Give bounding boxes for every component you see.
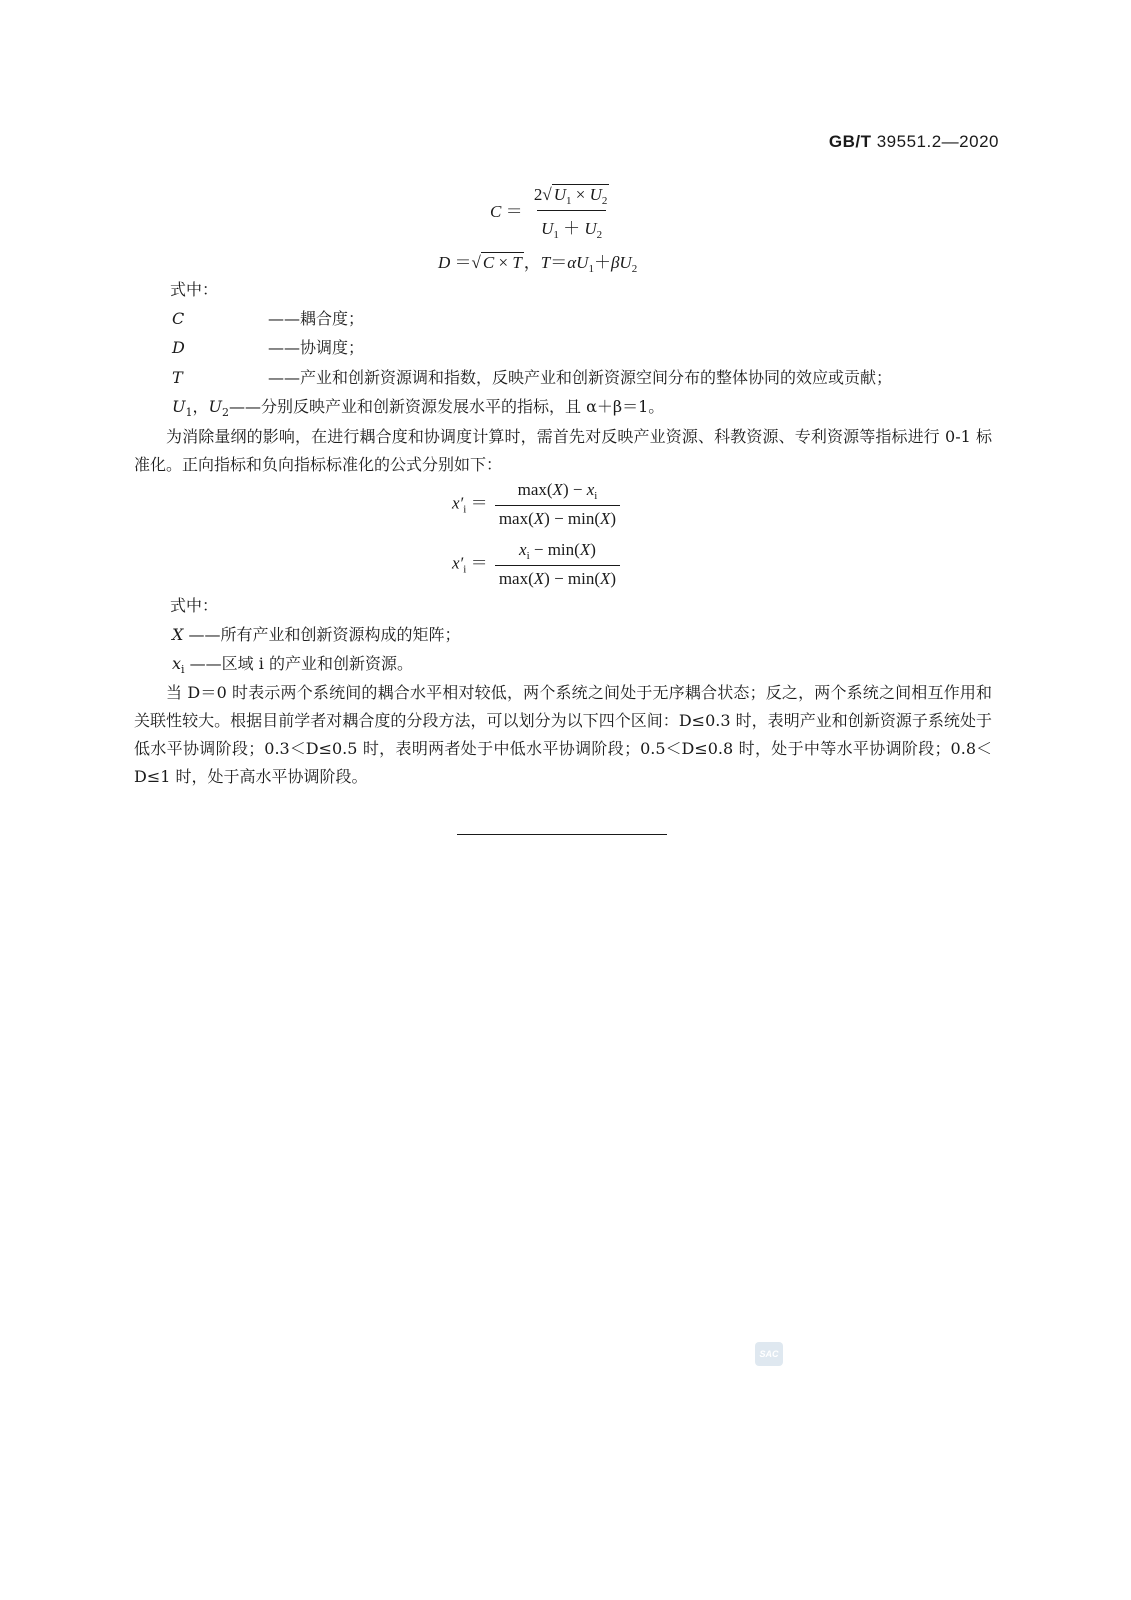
sqrt-icon: √ — [471, 253, 481, 272]
legend-row-t: T ——产业和创新资源调和指数，反映产业和创新资源空间分布的整体协同的效应或贡献； — [172, 368, 893, 387]
legend-row-x: X ——所有产业和创新资源构成的矩阵； — [172, 625, 461, 644]
legend-row-c: C ——耦合度； — [172, 309, 365, 328]
legend-row-xi: $x_i$ ——区域 i 的产业和创新资源。 — [172, 654, 413, 676]
eq-d-symbol: D — [438, 253, 451, 272]
legend2-title: 式中： — [170, 596, 219, 615]
legend-row-u: $U_1$，$U_2——$分别反映产业和创新资源发展水平的指标，且 α＋β＝1。 — [172, 397, 665, 419]
equation-normalize-2: $x'_i$ ＝ $\frac{x_i - \min(X)}{\max(X) - \min(X)}$ — [452, 540, 623, 589]
eq-c-symbol: C — [490, 201, 502, 221]
standard-code — [829, 132, 999, 152]
standard-number: 39551.2—2020 — [876, 132, 999, 151]
equation-coordination: D ＝√ C × T ，$T=\alpha U_1+\beta U_2$ — [438, 253, 638, 275]
paragraph-coupling-ranges: 当 D＝0 时表示两个系统间的耦合水平相对较低，两个系统之间处于无序耦合状态；反之，两个系统之间相互作用和关联性较大。根据目前学者对耦合度的分段方法，可以划分为以下四个区间：D≤0.3 时，表明产业和创新资源子系统处于低水平协调阶段；0.3＜D≤0.5 时，表明两者处于中低水平协调阶段；0.5＜D≤0.8 时，处于中等水平协调阶段；0.8＜D≤1 时，处于高水平协调阶段。 — [134, 683, 992, 786]
sac-logo-icon: SAC — [755, 1342, 783, 1366]
equation-coupling: C ＝ $\frac{2√ U_1 \times U_2}{U_1 + U_2}$ — [490, 185, 616, 241]
legend1-title: 式中： — [170, 280, 219, 299]
end-rule — [457, 834, 667, 835]
eq-coupling-fraction: $\frac{2√ U_1 \times U_2}{U_1 + U_2}$ — [533, 185, 608, 241]
legend-row-d: D ——协调度； — [172, 338, 365, 357]
standard-prefix: GB/T — [828, 132, 872, 151]
paragraph-normalization: 为消除量纲的影响，在进行耦合度和协调度计算时，需首先对反映产业资源、科教资源、专利资源等指标进行 0-1 标准化。正向指标和负向指标标准化的公式分别如下： — [134, 427, 992, 474]
sqrt-icon: √ — [542, 185, 552, 204]
equation-normalize-1: $x'_i$ ＝ $\frac{\max(X) - x_i}{\max(X) - \min(X)}$ — [452, 480, 623, 529]
